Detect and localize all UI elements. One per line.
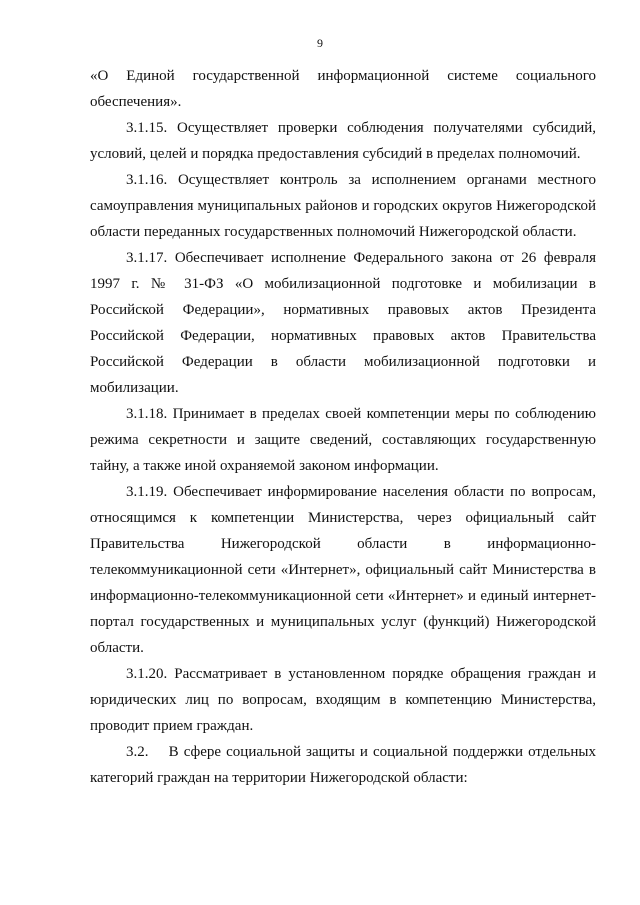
paragraph-3-1-18: 3.1.18. Принимает в пределах своей компетенции меры по соблюдению режима секретности и защите сведений, составляющих государственную тайну, а также иной охраняемой законом информации. bbox=[90, 406, 596, 474]
paragraph-3-1-15: 3.1.15. Осуществляет проверки соблюдения получателями субсидий, условий, целей и порядка предоставления субсидий в пределах полномочий. bbox=[90, 120, 596, 162]
paragraph-continuation: «О Единой государственной информационной системе социального обеспечения». bbox=[90, 68, 596, 110]
paragraph-3-1-20: 3.1.20. Рассматривает в установленном порядке обращения граждан и юридических лиц по вопросам, входящим в компетенцию Министерства, проводит прием граждан. bbox=[90, 666, 596, 734]
document-body bbox=[90, 63, 600, 791]
paragraph-3-1-16: 3.1.16. Осуществляет контроль за исполнением органами местного самоуправления муниципальных районов и городских округов Нижегородской области переданных государственных полномочий Нижегородской области. bbox=[90, 172, 596, 240]
paragraph-3-1-19: 3.1.19. Обеспечивает информирование населения области по вопросам, относящимся к компетенции Министерства, через официальный сайт Правительства Нижегородской области в информационно-телекоммуникационной сети «Интернет», официальный сайт Министерства в информационно-телекоммуникационной сети «Интернет» и единый интернет-портал государственных и муниципальных услуг (функций) Нижегородской области. bbox=[90, 484, 596, 656]
paragraph-3-2: 3.2. В сфере социальной защиты и социальной поддержки отдельных категорий граждан на территории Нижегородской области: bbox=[90, 744, 600, 786]
page-number: 9 bbox=[317, 36, 323, 50]
paragraph-3-1-17: 3.1.17. Обеспечивает исполнение Федерального закона от 26 февраля 1997 г. № 31-ФЗ «О мобилизационной подготовке и мобилизации в Российской Федерации», нормативных правовых актов Президента Российской Федерации, нормативных правовых актов Правительства Российской Федерации в области мобилизационной подготовки и мобилизации. bbox=[90, 250, 596, 396]
